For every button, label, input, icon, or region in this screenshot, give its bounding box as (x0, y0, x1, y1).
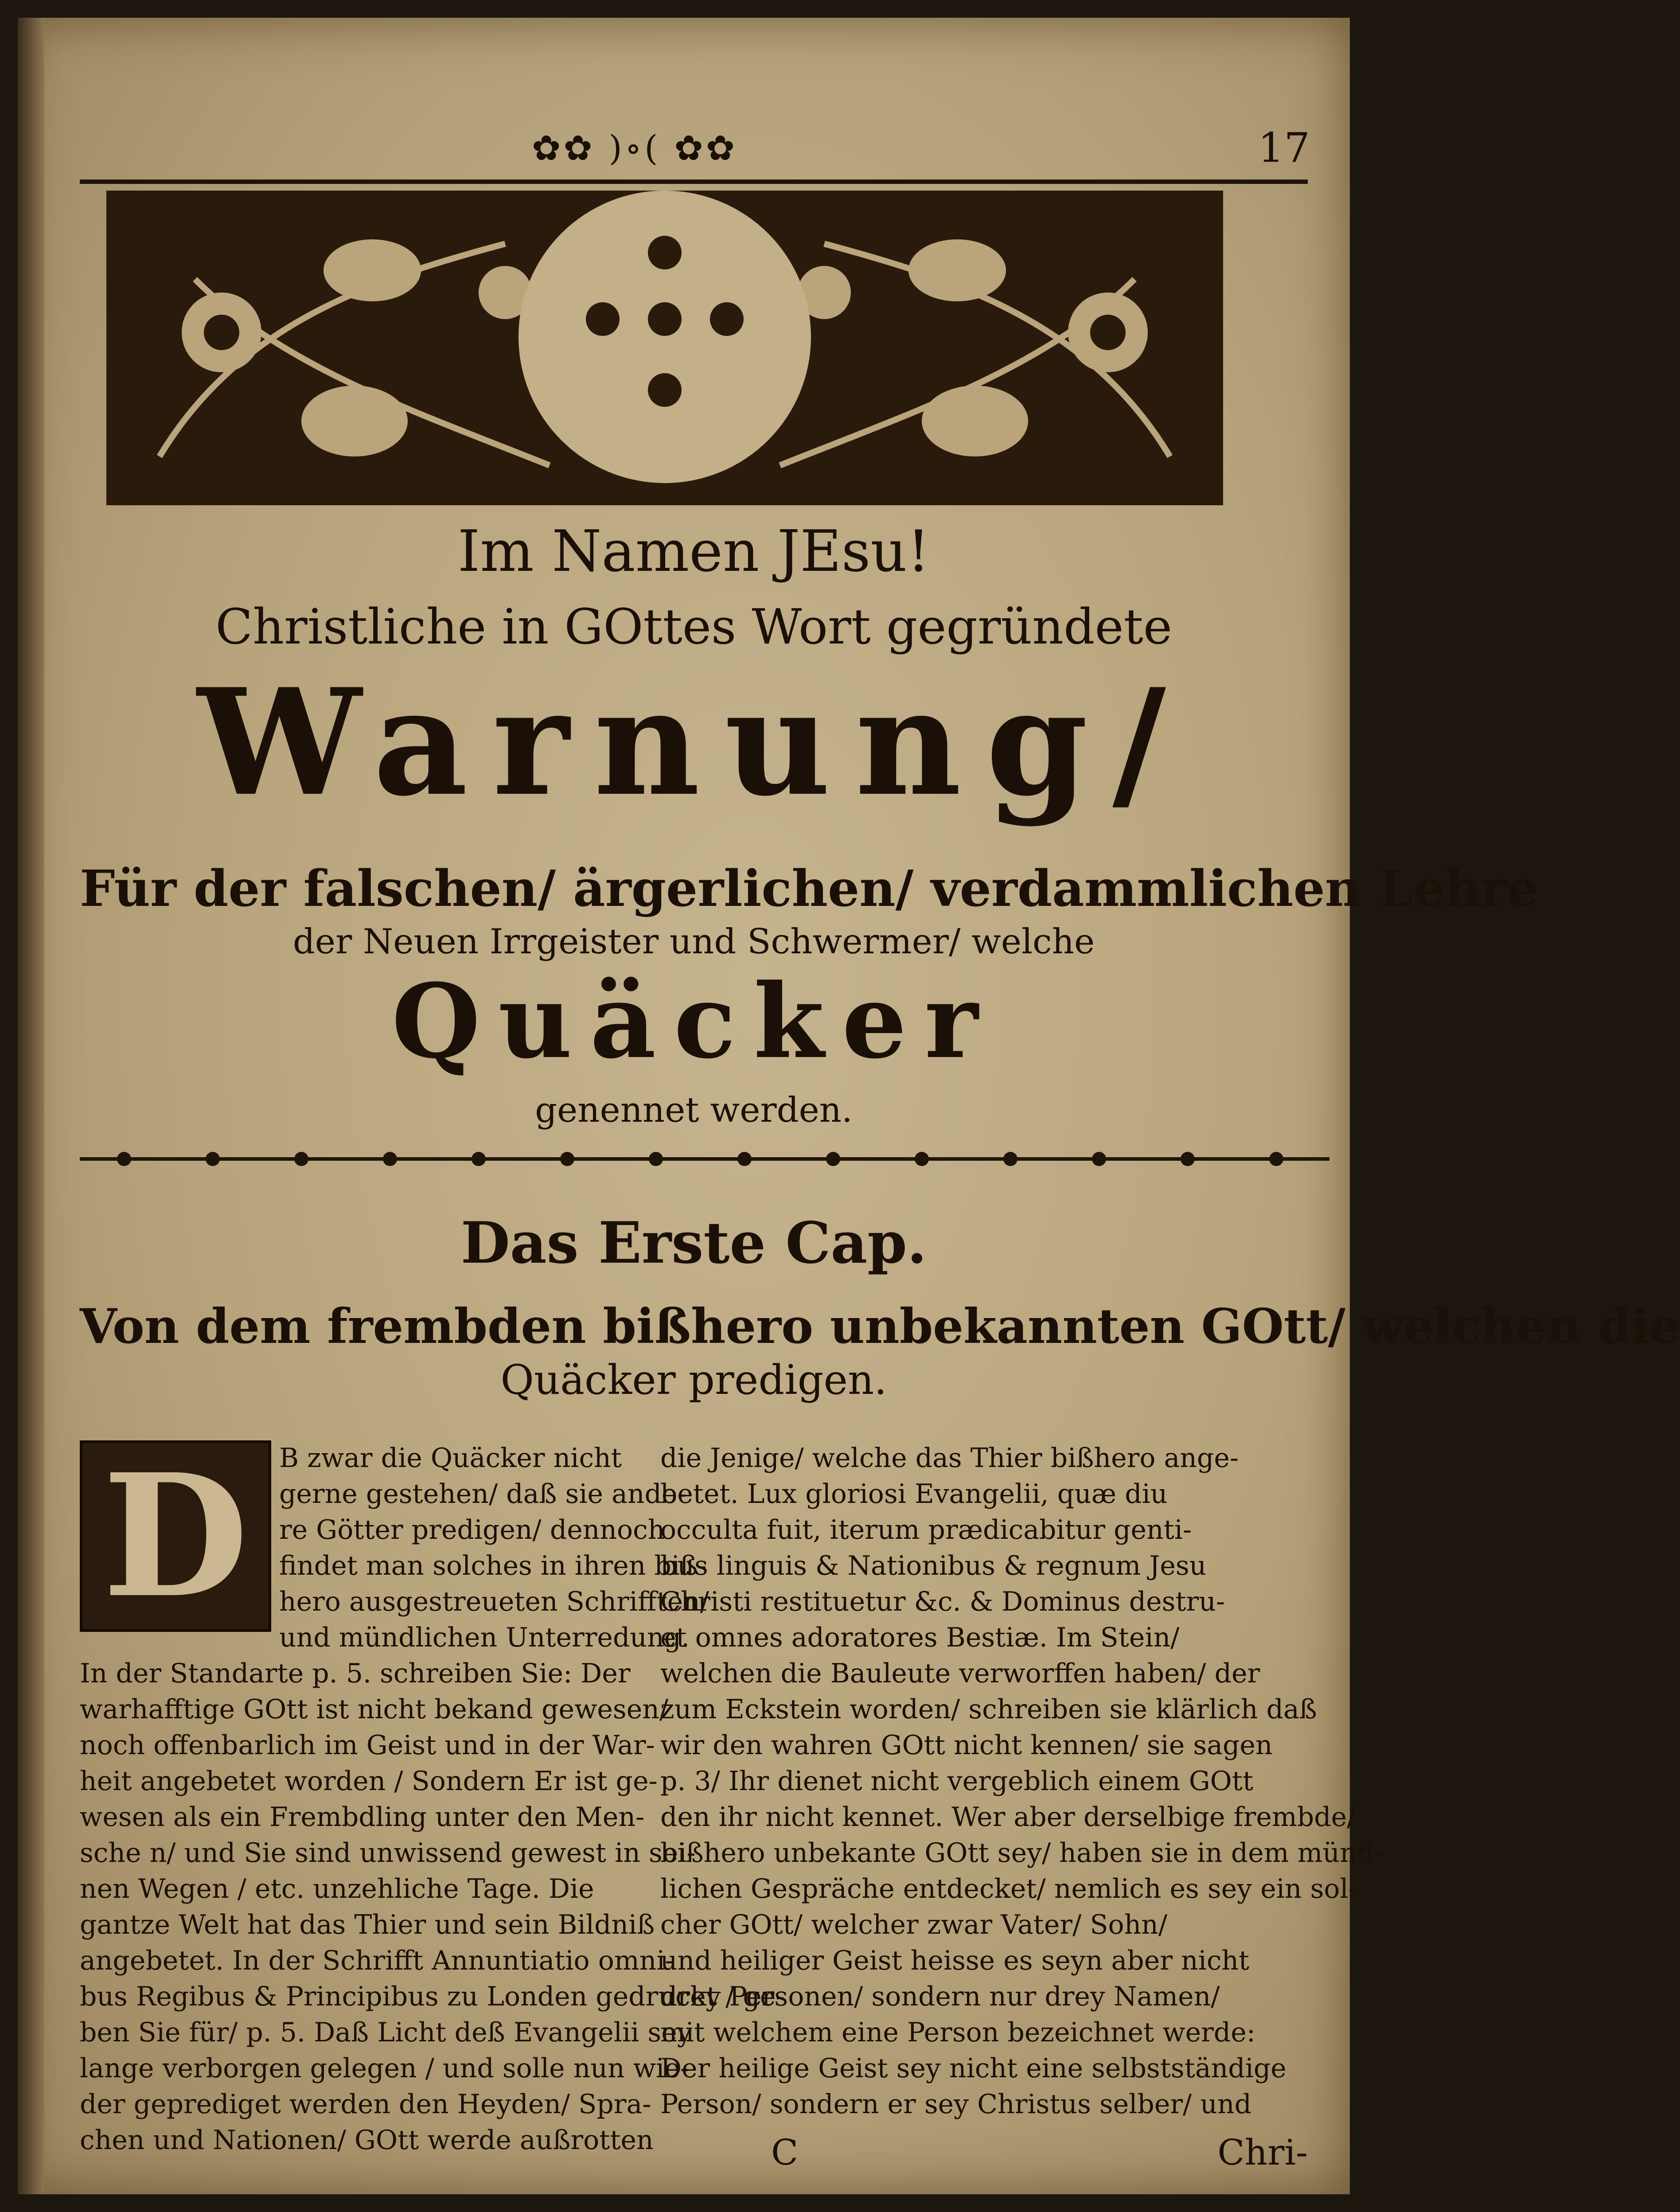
text-line: welchen die Bauleute verworffen haben/ der (660, 1658, 1260, 1689)
signature-mark: C (771, 2132, 799, 2173)
text-line: ben Sie für/ p. 5. Daß Licht deß Evangelii sey (80, 2017, 692, 2048)
text-line: bus Regibus & Principibus zu Londen gedruckt / ge- (80, 1981, 785, 2012)
text-line: nen Wegen / etc. unzehliche Tage. Die (80, 1873, 594, 1904)
text-line: lange verborgen gelegen / und solle nun wie- (80, 2053, 690, 2084)
binding-gutter (18, 18, 44, 2194)
text-line: In der Standarte p. 5. schreiben Sie: Der (80, 1658, 631, 1689)
text-line: re Götter predigen/ dennoch (279, 1514, 665, 1545)
text-line: gantze Welt hat das Thier und sein Bildniß (80, 1909, 655, 1940)
text-line: p. 3/ Ihr dienet nicht vergeblich einem GOtt (660, 1766, 1254, 1797)
text-line: wesen als ein Frembdling unter den Men- (80, 1802, 645, 1833)
text-line: bus linguis & Nationibus & regnum Jesu (660, 1550, 1207, 1581)
text-line: angebetet. In der Schrifft Annuntiatio omni- (80, 1945, 674, 1976)
initial-letter: D (102, 1437, 249, 1635)
text-line: occulta fuit, iterum prædicabitur genti- (660, 1514, 1192, 1545)
text-line: Christi restituetur &c. & Dominus destru- (660, 1586, 1225, 1617)
book-page (18, 18, 1680, 2194)
text-line: findet man solches in ihren biß- (279, 1550, 707, 1581)
page-number: 17 (1258, 124, 1310, 172)
header-rule (80, 179, 1308, 184)
main-title: Warnung/ (197, 656, 1190, 828)
chapter-subheading-2: Quäcker predigen. (500, 1356, 887, 1404)
text-line: der geprediget werden den Heyden/ Spra- (80, 2089, 651, 2120)
floral-headpiece-ornament (106, 191, 1223, 505)
text-line: B zwar die Quäcker nicht (279, 1443, 622, 1474)
invocation-line: Im Namen JEsu! (457, 519, 930, 585)
text-line: drey Personen/ sondern nur drey Namen/ (660, 1981, 1220, 2012)
title-line-7: genennet werden. (535, 1090, 853, 1130)
text-line: cher GOtt/ welcher zwar Vater/ Sohn/ (660, 1909, 1168, 1940)
text-line: und mündlichen Unterredung. (279, 1622, 690, 1653)
running-header (80, 120, 1310, 173)
text-line: et omnes adoratores Bestiæ. Im Stein/ (660, 1622, 1180, 1653)
text-line: gerne gestehen/ daß sie ande- (279, 1479, 686, 1510)
chapter-subheading-1: Von dem frembden bißhero unbekannten GOtt/ welchen die (80, 1299, 1680, 1354)
text-line: betet. Lux gloriosi Evangelii, quæ diu (660, 1479, 1168, 1510)
text-line: Person/ sondern er sey Christus selber/ und (660, 2089, 1252, 2120)
text-line: den ihr nicht kennet. Wer aber derselbige frembde/ (660, 1802, 1356, 1833)
title-line-4: Für der falschen/ ärgerlichen/ verdammlichen Lehre (80, 860, 1539, 918)
text-line: wir den wahren GOtt nicht kennen/ sie sagen (660, 1730, 1273, 1761)
title-line-2: Christliche in GOttes Wort gegründete (215, 598, 1172, 655)
text-line: hero ausgestreueten Schrifften/ (279, 1586, 709, 1617)
text-line: Der heilige Geist sey nicht eine selbstständige (660, 2053, 1286, 2084)
text-line: und heiliger Geist heisse es seyn aber nicht (660, 1945, 1250, 1976)
text-line: zum Eckstein worden/ schreiben sie klärlich daß (660, 1694, 1317, 1725)
catchword: Chri- (1217, 2132, 1308, 2173)
sect-name: Quäcker (391, 962, 996, 1081)
text-line: bißhero unbekante GOtt sey/ haben sie in dem münd- (660, 1837, 1383, 1869)
text-line: mit welchem eine Person bezeichnet werde: (660, 2017, 1255, 2048)
title-line-5: der Neuen Irrgeister und Schwermer/ welche (292, 922, 1095, 962)
text-line: heit angebetet worden / Sondern Er ist ge- (80, 1766, 658, 1797)
text-column-left (80, 1437, 785, 2158)
text-line: sche n/ und Sie sind unwissend gewest in sei- (80, 1837, 696, 1869)
ornamental-rule (80, 1143, 1329, 1174)
text-line: die Jenige/ welche das Thier bißhero ange- (660, 1443, 1239, 1474)
text-line: lichen Gespräche entdecket/ nemlich es sey ein sol- (660, 1873, 1357, 1904)
text-line: noch offenbarlich im Geist und in der War- (80, 1730, 655, 1761)
header-ornament: ✿✿ )∘( ✿✿ (532, 129, 738, 168)
text-column-right (660, 1440, 1383, 2122)
text-line: chen und Nationen/ GOtt werde außrotten (80, 2125, 654, 2156)
text-line: warhafftige GOtt ist nicht bekand gewesen/ (80, 1694, 669, 1725)
chapter-heading: Das Erste Cap. (460, 1210, 927, 1276)
